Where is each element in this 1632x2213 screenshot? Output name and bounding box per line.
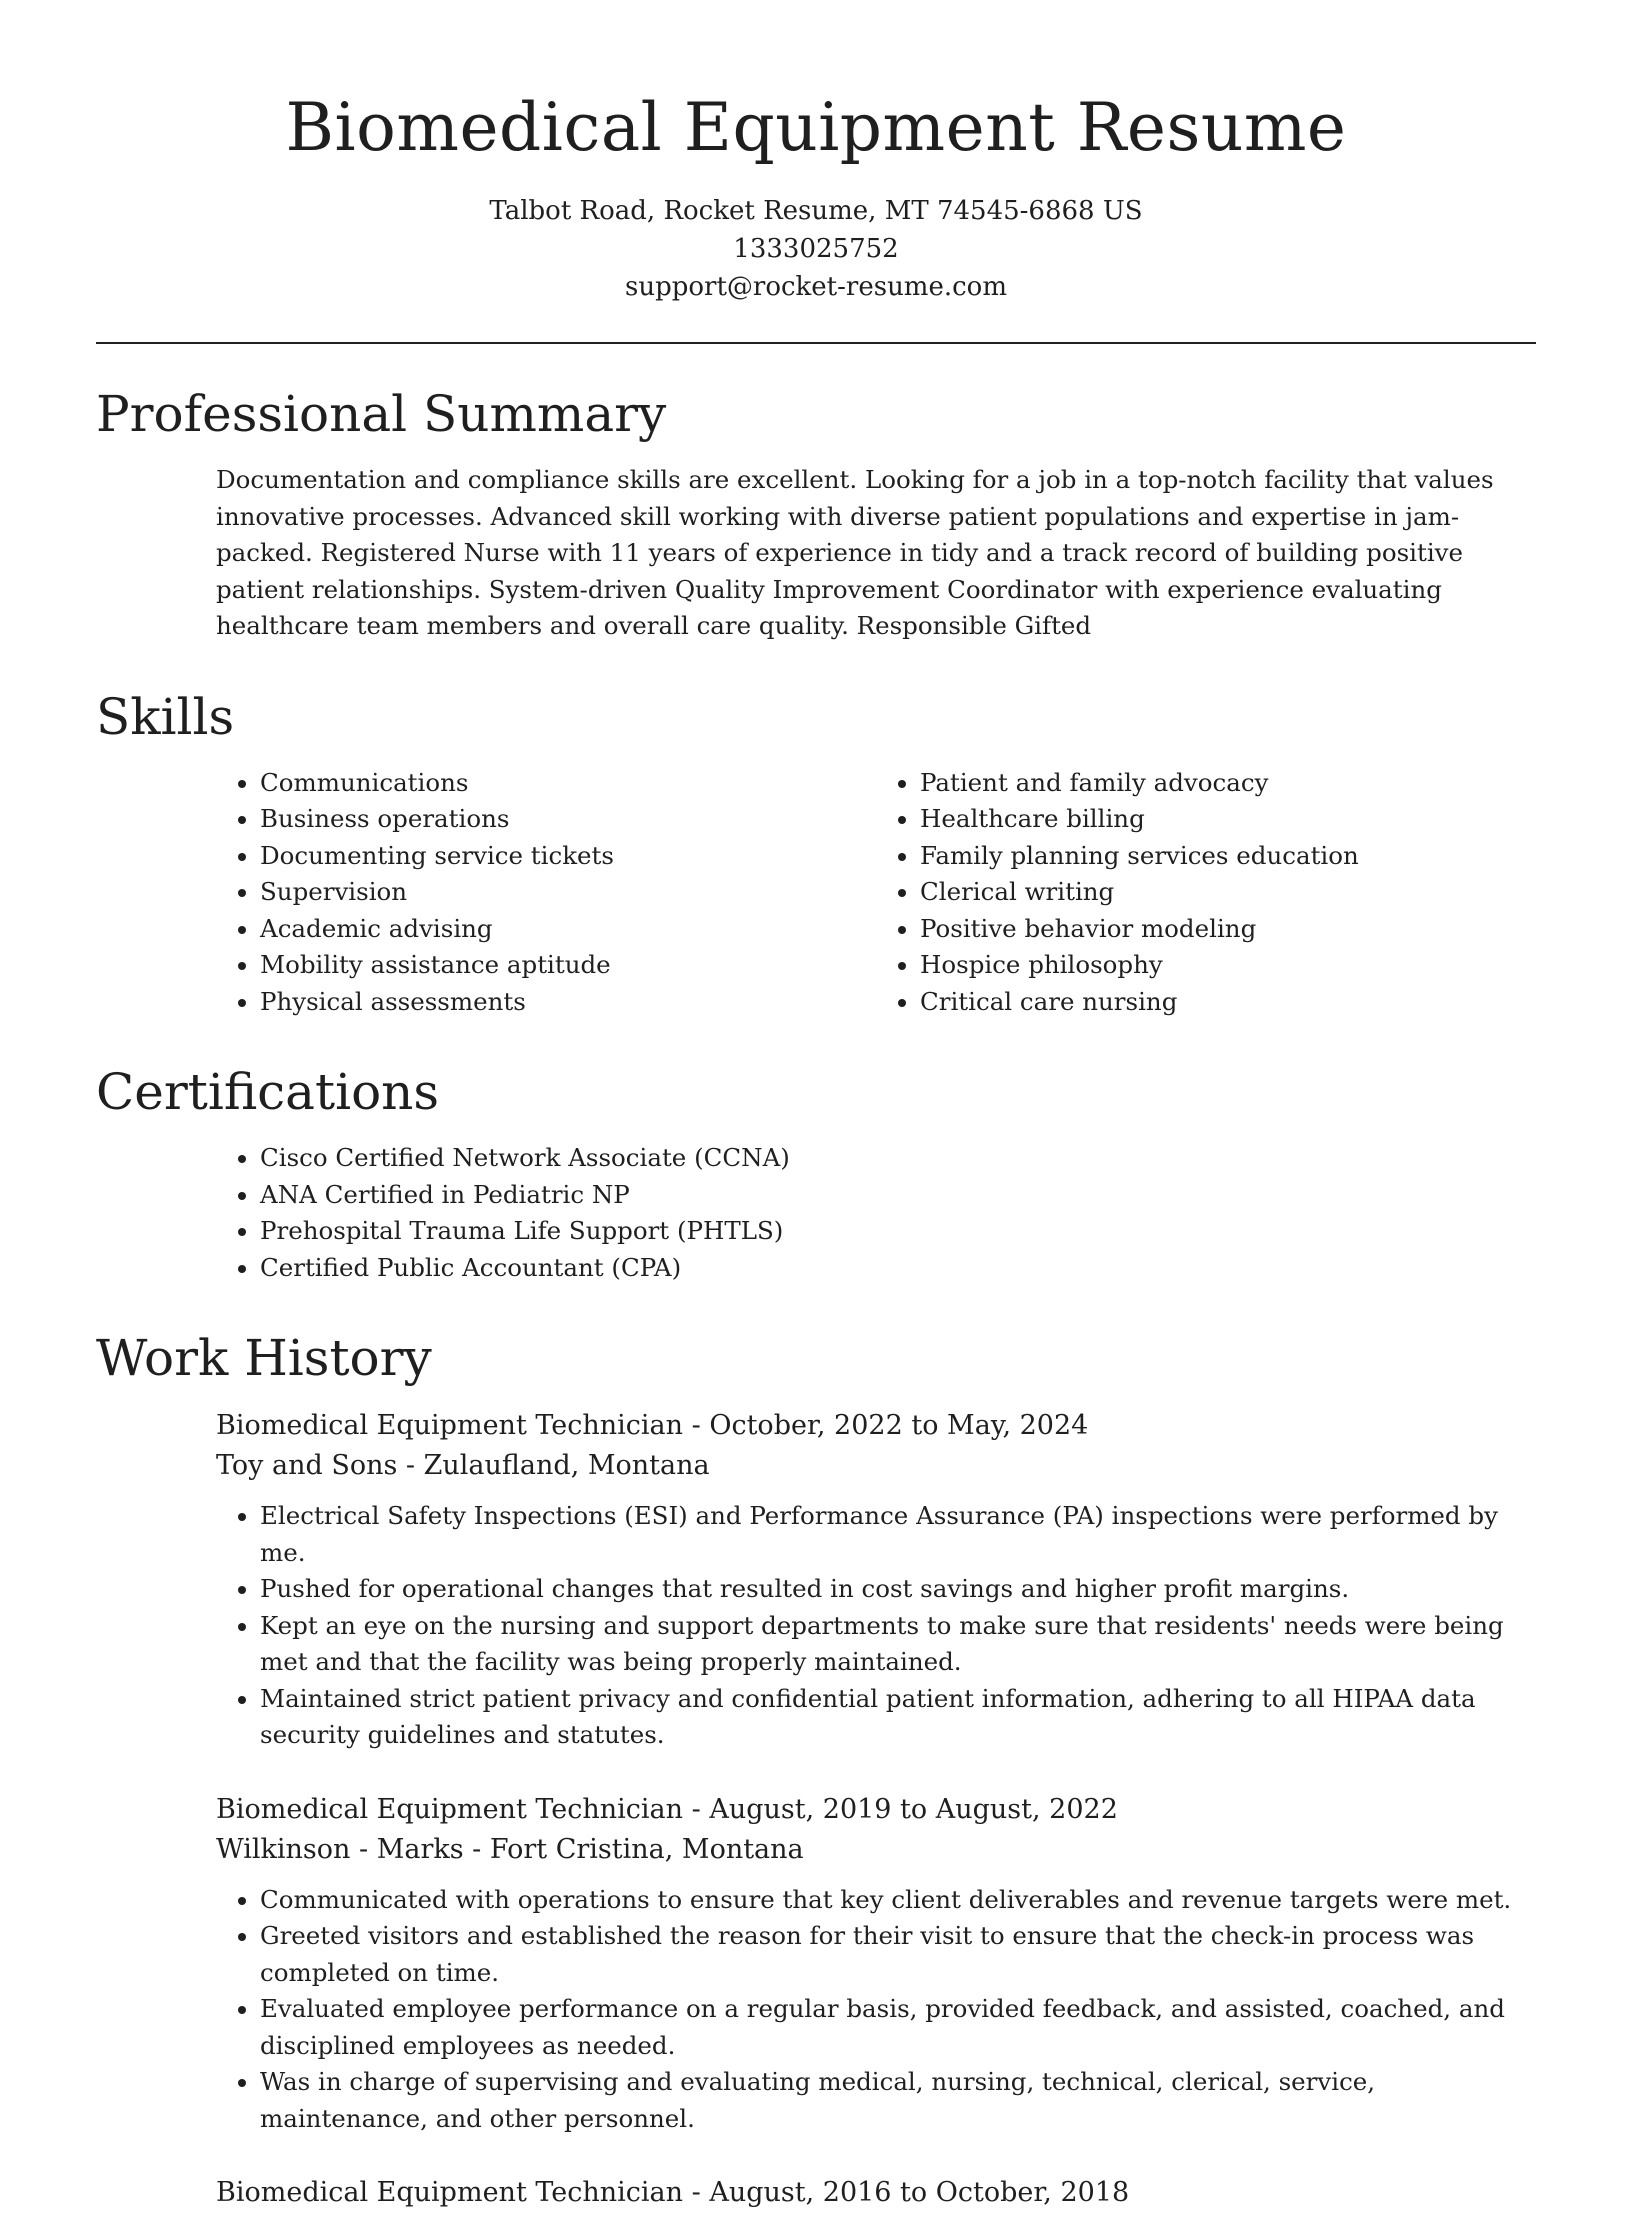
job-duty-item: • Evaluated employee performance on a regular basis, provided feedback, and assisted, coached, and disciplined employees as needed. [260, 1991, 1536, 2064]
job-duties-list [216, 1882, 1536, 2138]
skill-item: • Mobility assistance aptitude [260, 947, 876, 984]
job-duty-item: • Greeted visitors and established the reason for their visit to ensure that the check-in process was completed on time. [260, 1918, 1536, 1991]
skill-item: • Family planning services education [920, 838, 1536, 875]
skill-item: • Supervision [260, 874, 876, 911]
certification-item: • Cisco Certified Network Associate (CCNA) [260, 1140, 1536, 1177]
skills-list-left [216, 765, 876, 1021]
resume-page [96, 0, 1536, 2213]
contact-phone: 1333025752 [733, 234, 899, 264]
job-duty-item: • Kept an eye on the nursing and support departments to make sure that residents' needs were being met and that the facility was being properly maintained. [260, 1608, 1536, 1681]
certification-item: • ANA Certified in Pediatric NP [260, 1177, 1536, 1214]
summary-text: Documentation and compliance skills are excellent. Looking for a job in a top-notch facility that values innovative processes. Advanced skill working with diverse patient populations and expertise in jam-packed. Registered Nurse with 11 years of experience in tidy and a track record of building positive patient relationships. System-driven Quality Improvement Coordinator with experience evaluating healthcare team members and overall care quality. Responsible Gifted [216, 465, 1494, 640]
skill-item: • Business operations [260, 801, 876, 838]
skill-item: • Documenting service tickets [260, 838, 876, 875]
job-duty-item: • Was in charge of supervising and evaluating medical, nursing, technical, clerical, service, maintenance, and other personnel. [260, 2064, 1536, 2137]
skills-list-right [876, 765, 1536, 1021]
job-title-line: Biomedical Equipment Technician - August, 2016 to October, 2018 [216, 2177, 1130, 2208]
contact-block [96, 192, 1536, 306]
job-entry [216, 1790, 1536, 2138]
job-duties-list [216, 1498, 1536, 1754]
job-duty-item: • Pushed for operational changes that resulted in cost savings and higher profit margins. [260, 1571, 1536, 1608]
skill-item: • Healthcare billing [920, 801, 1536, 838]
certifications-section [96, 1060, 1536, 1286]
skill-item: • Communications [260, 765, 876, 802]
job-duty-item: • Communicated with operations to ensure that key client deliverables and revenue targets were met. [260, 1882, 1536, 1919]
skill-item: • Clerical writing [920, 874, 1536, 911]
contact-email: support@rocket-resume.com [624, 272, 1007, 302]
work-history-heading: Work History [96, 1329, 432, 1387]
job-entry [216, 1406, 1536, 1754]
job-title-line: Biomedical Equipment Technician - October, 2022 to May, 2024 [216, 1410, 1089, 1441]
job-entry [216, 2173, 1536, 2213]
job-duty-item: • Electrical Safety Inspections (ESI) and Performance Assurance (PA) inspections were performed by me. [260, 1498, 1536, 1571]
summary-section [96, 382, 1536, 645]
skill-item: • Positive behavior modeling [920, 911, 1536, 948]
job-duty-item: • Maintained strict patient privacy and confidential patient information, adhering to all HIPAA data security guidelines and statutes. [260, 1681, 1536, 1754]
skill-item: • Hospice philosophy [920, 947, 1536, 984]
job-company-line: Toy and Sons - Zulaufland, Montana [216, 1450, 710, 1481]
certifications-block [216, 1140, 1536, 1286]
skill-item: • Academic advising [260, 911, 876, 948]
skills-heading: Skills [96, 687, 235, 746]
certification-item: • Prehospital Trauma Life Support (PHTLS) [260, 1213, 1536, 1250]
skills-section [96, 685, 1536, 1021]
job-company-line: Wilkinson - Marks - Fort Cristina, Montana [216, 1833, 804, 1865]
summary-heading: Professional Summary [96, 385, 667, 443]
resume-title: Biomedical Equipment Resume [285, 89, 1347, 166]
skill-item: • Critical care nursing [920, 984, 1536, 1021]
certifications-list [216, 1140, 1536, 1286]
contact-address: Talbot Road, Rocket Resume, MT 74545-6868 US [489, 196, 1143, 226]
certifications-heading: Certifications [96, 1063, 440, 1121]
skill-item: • Patient and family advocacy [920, 765, 1536, 802]
skills-columns [216, 765, 1536, 1021]
work-history-section [96, 1326, 1536, 2213]
header-divider [96, 342, 1536, 344]
resume-header [96, 0, 1536, 306]
certification-item: • Certified Public Accountant (CPA) [260, 1250, 1536, 1287]
skill-item: • Physical assessments [260, 984, 876, 1021]
job-title-line: Biomedical Equipment Technician - August, 2019 to August, 2022 [216, 1793, 1118, 1825]
